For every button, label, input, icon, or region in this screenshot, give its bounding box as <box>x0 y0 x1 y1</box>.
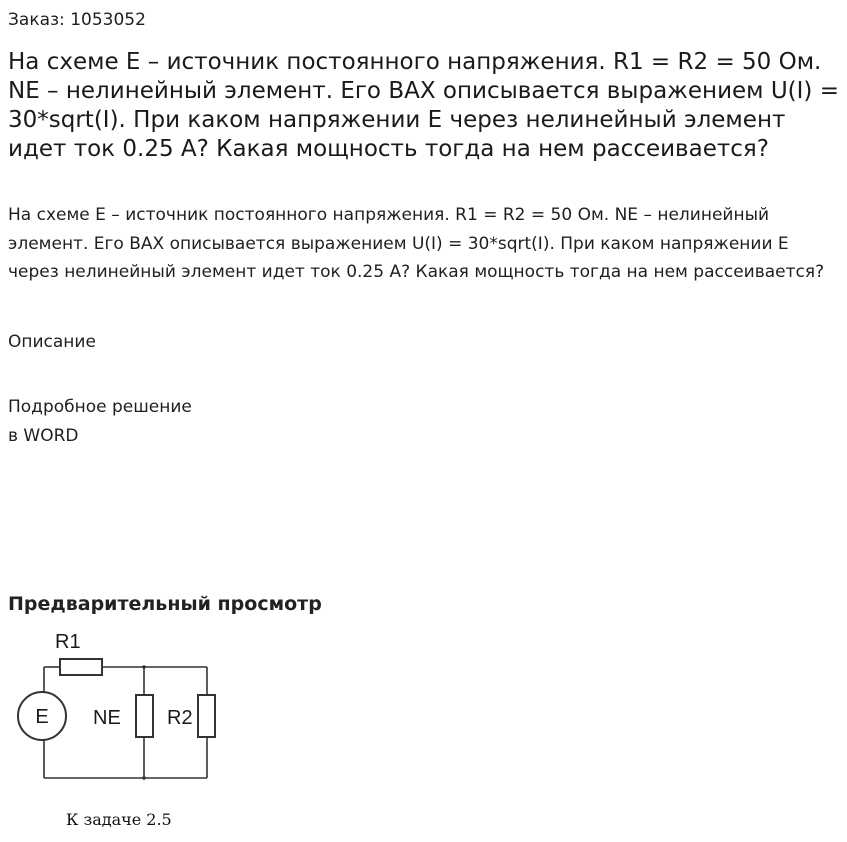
junction-bottom <box>142 776 146 780</box>
preview-heading: Предварительный просмотр <box>8 593 322 615</box>
task-title: На схеме E – источник постоянного напряжения. R1 = R2 = 50 Ом. NE – нелинейный элемент. Его ВАХ описывается выражением U(I) = 30*sqrt(I). При каком напряжении E через нелинейный элемент идет ток 0.25 А? Какая мощность тогда на нем рассеивается? <box>8 49 839 162</box>
preview-figure <box>10 626 240 838</box>
resistor-r2 <box>198 695 215 737</box>
description-label: Описание <box>8 332 96 352</box>
resistor-r1 <box>60 659 102 675</box>
label-source-e: E <box>35 706 49 728</box>
nonlinear-element-ne <box>136 695 153 737</box>
order-line <box>8 9 146 31</box>
solution-note <box>8 393 192 451</box>
junction-top <box>142 665 146 669</box>
label-r1: R1 <box>55 631 81 653</box>
label-ne: NE <box>93 707 121 729</box>
order-label: Заказ: <box>8 10 65 30</box>
label-r2: R2 <box>167 707 193 729</box>
figure-caption: К задаче 2.5 <box>66 810 172 829</box>
circuit-diagram <box>10 626 240 806</box>
solution-line-2: в WORD <box>8 426 79 446</box>
task-body: На схеме E – источник постоянного напряжения. R1 = R2 = 50 Ом. NE – нелинейный элемент. Его ВАХ описывается выражением U(I) = 30*sqrt(I). При каком напряжении E через нелинейный элемент идет ток 0.25 А? Какая мощность тогда на нем рассеивается? <box>8 205 825 282</box>
order-number: 1053052 <box>70 10 146 30</box>
solution-line-1: Подробное решение <box>8 397 192 417</box>
